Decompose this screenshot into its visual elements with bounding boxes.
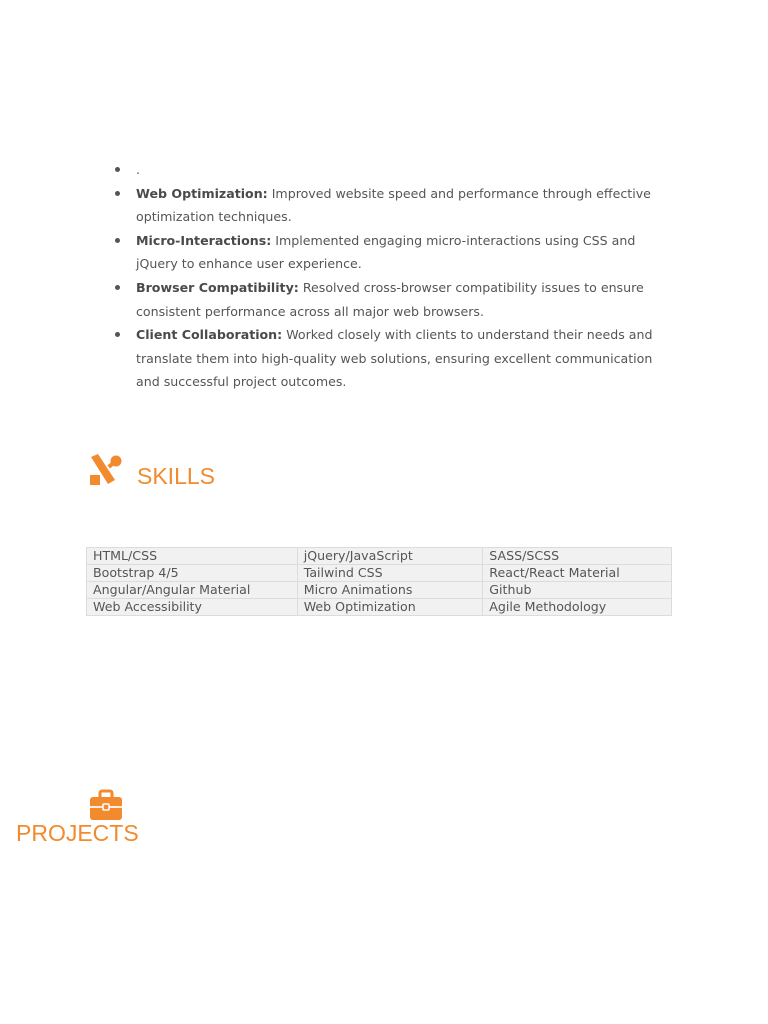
table-cell: Github	[483, 582, 672, 599]
section-title-projects: PROJECTS	[16, 820, 139, 846]
skills-table	[86, 547, 672, 616]
experience-bullet-list	[114, 158, 659, 394]
bullet-text: Implemented engaging micro-interactions using CSS and jQuery to enhance user experience.	[136, 232, 636, 272]
tools-icon	[89, 453, 123, 487]
table-cell: React/React Material	[483, 565, 672, 582]
bullet-title: Micro-Interactions:	[136, 232, 272, 248]
list-item	[114, 182, 659, 229]
table-row	[87, 599, 672, 616]
section-title-skills: SKILLS	[137, 463, 215, 489]
bullet-title: Web Optimization:	[136, 185, 268, 201]
bullet-text: .	[136, 162, 141, 177]
bullet-text: Improved website speed and performance through effective optimization techniques.	[136, 185, 651, 225]
table-cell: Bootstrap 4/5	[87, 565, 298, 582]
briefcase-icon	[89, 789, 123, 821]
list-item	[114, 276, 659, 323]
table-cell: Micro Animations	[297, 582, 483, 599]
bullet-title: Browser Compatibility:	[136, 279, 299, 295]
list-item	[114, 323, 659, 394]
table-cell: SASS/SCSS	[483, 548, 672, 565]
list-item	[114, 229, 659, 276]
table-cell: Web Optimization	[297, 599, 483, 616]
bullet-text: Worked closely with clients to understand their needs and translate them into high-quality web solutions, ensuring excellent communication and successful project outcomes.	[136, 327, 653, 390]
bullet-text: Resolved cross-browser compatibility issues to ensure consistent performance across all major web browsers.	[136, 279, 644, 319]
bullet-title: Client Collaboration:	[136, 327, 283, 343]
table-row	[87, 548, 672, 565]
table-cell: Tailwind CSS	[297, 565, 483, 582]
list-item	[114, 158, 659, 182]
table-cell: Web Accessibility	[87, 599, 298, 616]
table-row	[87, 582, 672, 599]
table-row	[87, 565, 672, 582]
table-cell: jQuery/JavaScript	[297, 548, 483, 565]
table-cell: Angular/Angular Material	[87, 582, 298, 599]
table-cell: Agile Methodology	[483, 599, 672, 616]
table-cell: HTML/CSS	[87, 548, 298, 565]
